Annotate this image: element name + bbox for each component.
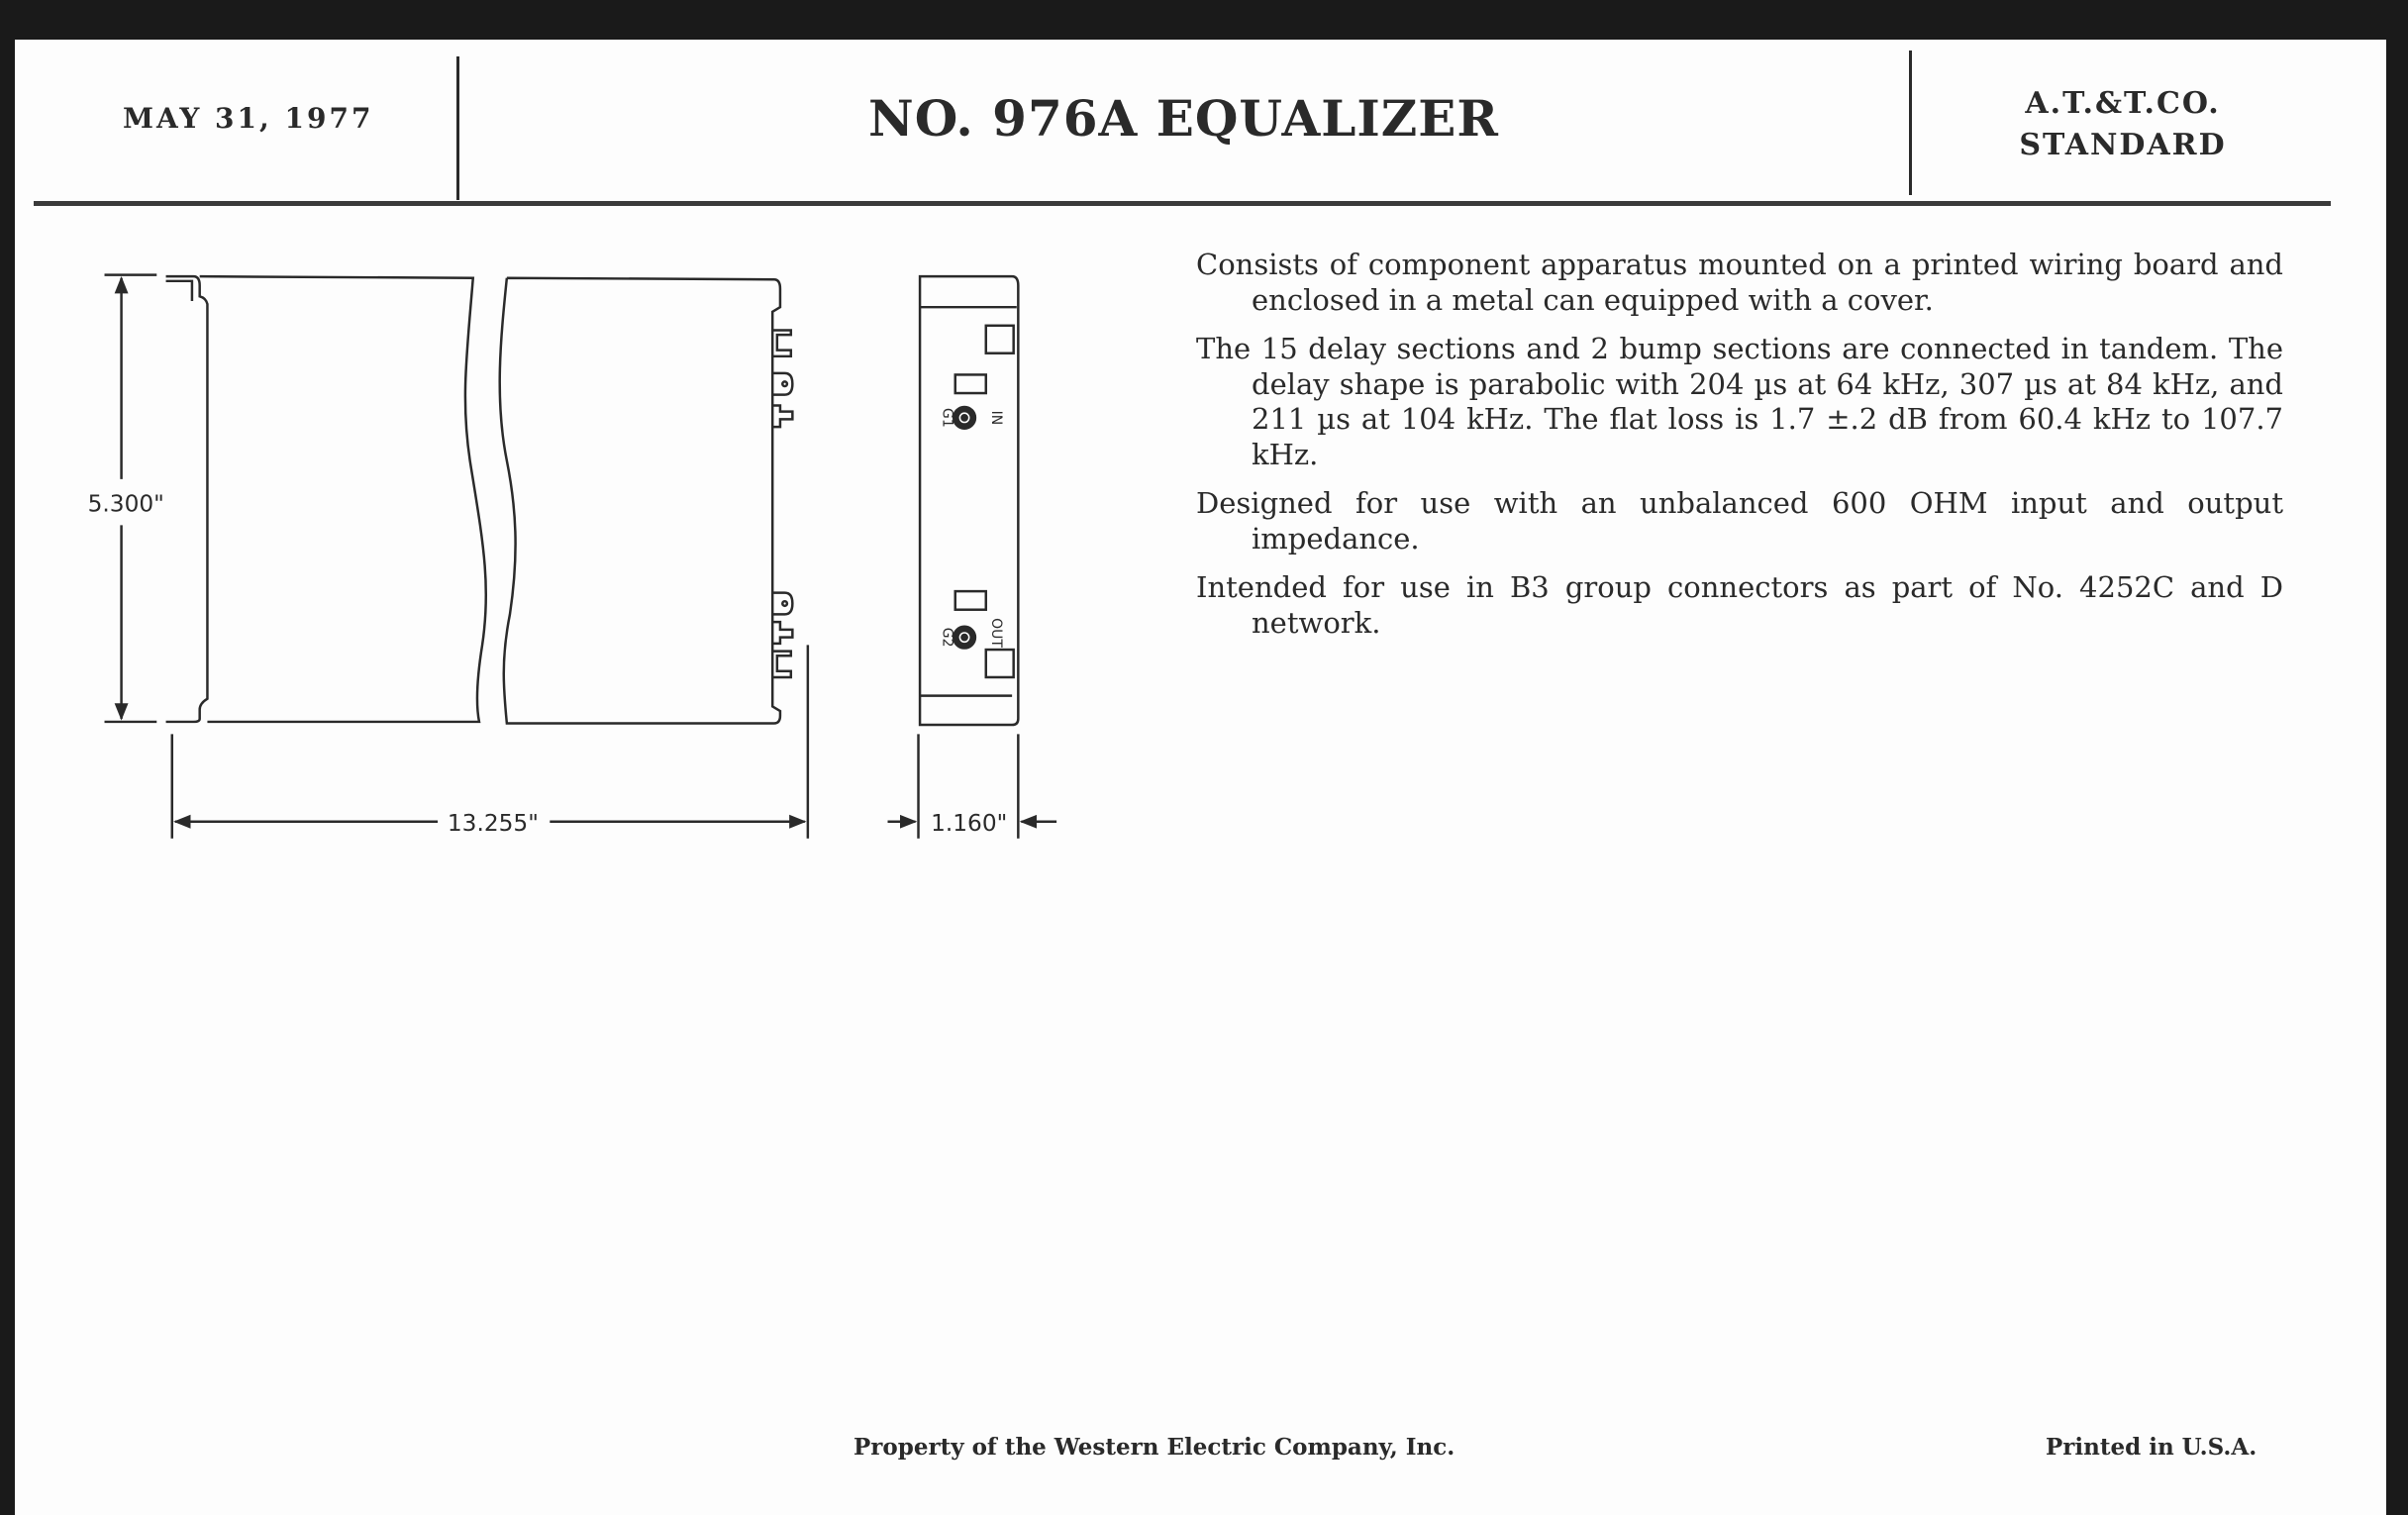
- front-view: [166, 276, 793, 723]
- standard-line-2: STANDARD: [2019, 128, 2227, 162]
- height-dim-label: 5.300": [87, 490, 164, 518]
- g1-label: G1: [939, 408, 955, 428]
- description: [1196, 248, 2283, 655]
- height-dimension: [88, 275, 164, 722]
- in-label: IN: [987, 410, 1004, 426]
- issue-date: MAY 31, 1977: [123, 102, 374, 135]
- width-dim-label: 1.160": [931, 810, 1008, 838]
- g2-jack-icon: [953, 627, 975, 649]
- description-paragraph: Intended for use in B3 group connectors as part of No. 4252C and D network.: [1196, 570, 2283, 640]
- g2-label: G2: [939, 627, 955, 648]
- out-label: OUT: [987, 618, 1004, 648]
- printed-notice: Printed in U.S.A.: [2046, 1434, 2258, 1461]
- document-title: NO. 976A EQUALIZER: [868, 89, 1499, 148]
- side-view: [920, 276, 1018, 725]
- property-notice: Property of the Western Electric Company, Inc.: [853, 1434, 1455, 1461]
- length-dimension: [172, 645, 808, 838]
- standard-line-1: A.T.&T.CO.: [2025, 86, 2221, 121]
- length-dim-label: 13.255": [447, 810, 539, 838]
- width-dimension: [888, 734, 1057, 838]
- g1-jack-icon: [953, 407, 975, 429]
- description-paragraph: The 15 delay sections and 2 bump sections are connected in tandem. The delay shape is parabolic with 204 µs at 64 kHz, 307 µs at 84 kHz, and 211 µs at 104 kHz. The flat loss is 1.7 ±.2 dB from 60.4 kHz to 107.7 kHz.: [1196, 332, 2283, 471]
- description-paragraph: Consists of component apparatus mounted on a printed wiring board and enclosed in a metal can equipped with a cover.: [1196, 248, 2283, 317]
- description-paragraph: Designed for use with an unbalanced 600 OHM input and output impedance.: [1196, 486, 2283, 556]
